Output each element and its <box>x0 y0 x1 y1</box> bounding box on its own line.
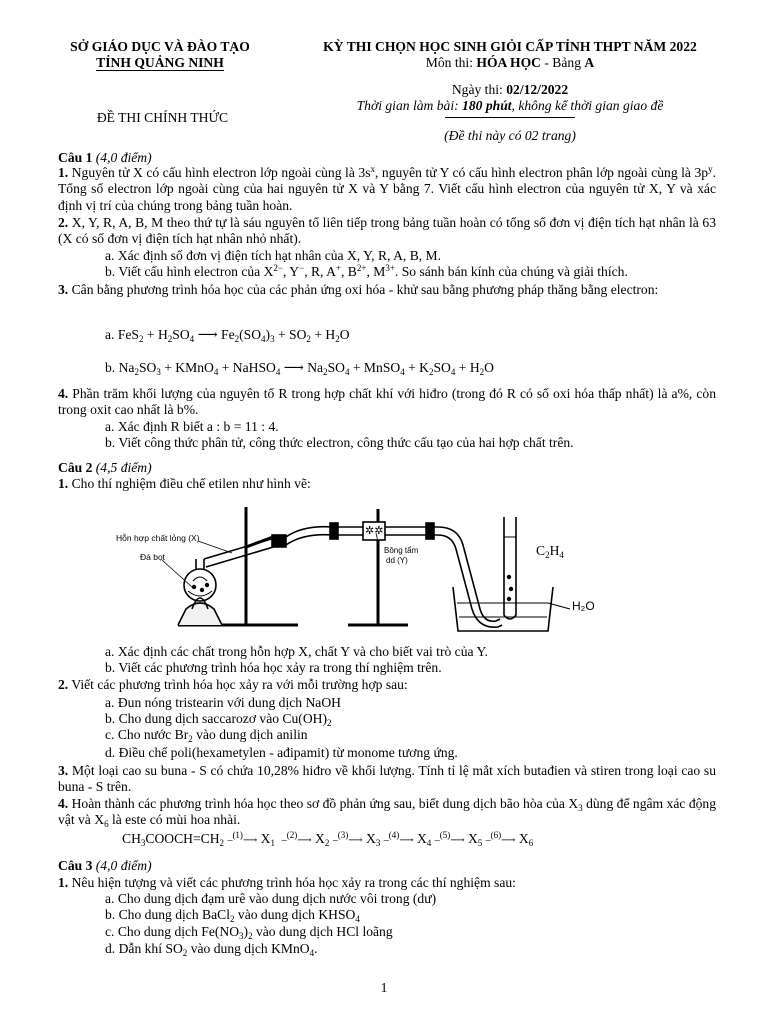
fig-label-cotton1: Bông tẩm <box>384 546 419 555</box>
q3-part1d: d. Dẫn khí $SO_2$ vào dung dịch KMnO$_4$. <box>105 941 318 958</box>
q3-part1: 1. Nêu hiện tượng và viết các phương trình hóa học xảy ra trong các thí nghiệm sau: <box>58 875 516 890</box>
q3-part1b: b. Cho dung dịch BaCl$_2$ vào dung dịch $KHSO_4$ <box>105 907 360 924</box>
q1-part4a: a. Xác định R biết a : b = 11 : 4. <box>105 419 279 434</box>
q3-part1c: c. Cho dung dịch $Fe(NO_3)_2$ vào dung dịch HCl loãng <box>105 924 393 941</box>
exam-date: Ngày thi: 02/12/2022 <box>451 82 569 97</box>
q3-part1a: a. Cho dung dịch đạm urê vào dung dịch nước vôi trong (dư) <box>105 891 437 906</box>
q2-part2c: c. Cho nước $Br_2$ vào dung dịch anilin <box>105 727 308 744</box>
fig-label-mix: Hỗn hợp chất lỏng (X) <box>116 533 200 543</box>
q1-eq-a: a. $FeS_2 + H_2SO_4$ ⟶ $Fe_2(SO_4)_3 + SO_2 + H_2O$ <box>105 327 350 344</box>
q1-eq-b: b. $Na_2SO_3$ + KMnO$_4$ + NaHSO$_4$ ⟶ $Na_2SO_4$ + MnSO$_4$ + $K_2SO_4 + H_2O$ <box>105 360 494 377</box>
q2-heading: Câu 2 (4,5 điểm) <box>58 460 152 475</box>
exam-header <box>280 39 740 144</box>
q1-part4: 4. Phần trăm khối lượng của nguyên tố R trong hợp chất khí với hiđro (trong đó R có số oxi hóa thấp nhất) là a%, còn trong oxit cao nhất là b%. <box>58 386 716 418</box>
svg-text:✲✲: ✲✲ <box>365 525 384 537</box>
official-label: ĐỀ THI CHÍNH THỨC <box>96 110 229 125</box>
page-number: 1 <box>380 980 388 995</box>
q2-part2a: a. Đun nóng tristearin với dung dịch NaOH <box>105 695 341 710</box>
q1-part2b: b. Viết cấu hình electron của $X^{2-}$, Y−, R, A+, $B^{2+}$, $M^{3+}$. So sánh bán kính của chúng và giải thích. <box>105 263 628 279</box>
ethylene-apparatus-figure <box>108 497 595 639</box>
dept-line2: TỈNH QUẢNG NINH <box>96 55 224 70</box>
q2-part2d: d. Điều chế poli(hexametylen - ađipamit) từ monome tương ứng. <box>105 745 458 760</box>
q2-part3: 3. Một loại cao su buna - S có chứa 10,28% hiđro về khối lượng. Tính tỉ lệ mắt xích butađien và stiren trong loại cao su buna - S trên. <box>58 763 717 795</box>
q2-part4: 4. Hoàn thành các phương trình hóa học theo sơ đồ phản ứng sau, biết dung dịch bão hòa của $X_3$ dùng để ngâm xác động vật và $X_6$ là este có mùi hoa nhài. <box>58 796 717 830</box>
q2-part2: 2. Viết các phương trình hóa học xảy ra với mỗi trường hợp sau: <box>58 677 408 692</box>
exam-time: Thời gian làm bài: 180 phút, không kể thời gian giao đề <box>356 98 664 113</box>
fig-label-cotton2: dd (Y) <box>386 556 408 565</box>
q1-part4b: b. Viết công thức phân tử, công thức electron, công thức cấu tạo của hai hợp chất trên. <box>105 435 574 450</box>
q2-part2b: b. Cho dung dịch saccarozơ vào $Cu(OH)_2$ <box>105 711 332 728</box>
q2-part1a: a. Xác định các chất trong hỗn hợp X, chất Y và cho biết vai trò của Y. <box>105 644 488 659</box>
fig-label-c2h4: $C_2H_4$ <box>536 543 564 560</box>
q3-heading: Câu 3 (4,0 điểm) <box>58 858 152 873</box>
q1-part2a: a. Xác định số đơn vị điện tích hạt nhân của X, Y, R, A, B, M. <box>105 248 442 263</box>
q2-reaction-scheme: $CH_3COOCH=CH_2$ –$^{(1)}$⟶ $X_1$ –$^{(2)}$⟶ $X_2$ –$^{(3)}$⟶ $X_3$ –$^{(4)}$⟶ $X_4$ –$^{(5)}$⟶ $X_5$ –$^{(6)}$⟶ $X_6$ <box>122 830 534 848</box>
exam-title: KỲ THI CHỌN HỌC SINH GIỎI CẤP TỈNH THPT NĂM 2022 <box>323 39 697 54</box>
fig-label-stone: Đá bọt <box>140 552 166 562</box>
q2-part1b: b. Viết các phương trình hóa học xảy ra trong thí nghiệm trên. <box>105 660 442 675</box>
dept-header <box>50 39 270 71</box>
fig-label-h2o: H₂O <box>572 599 595 613</box>
pages-note: (Đề thi này có 02 trang) <box>444 128 576 143</box>
dept-line1: SỞ GIÁO DỤC VÀ ĐÀO TẠO <box>70 39 250 54</box>
subject-line: Môn thi: HÓA HỌC - Bảng A <box>425 55 595 70</box>
q2-part1: 1. Cho thí nghiệm điều chế etilen như hình vẽ: <box>58 476 311 491</box>
q1-part3: 3. Cân bằng phương trình hóa học của các phản ứng oxi hóa - khử sau bằng phương pháp thăng bằng electron: <box>58 282 659 297</box>
q1-part1: 1. Nguyên tử X có cấu hình electron lớp ngoài cùng là $3s^x$, nguyên tử Y có cấu hình electron phân lớp ngoài cùng là $3p^y$. Tổng số electron lớp ngoài cùng của hai nguyên tử X và Y bằng 7. Viết cấu hình electron của nguyên tử X, Y và xác định vị trí của chúng trong bảng tuần hoàn. <box>58 164 716 213</box>
q1-heading: Câu 1 (4,0 điểm) <box>58 150 152 165</box>
q1-part2: 2. X, Y, R, A, B, M theo thứ tự là sáu nguyên tố liên tiếp trong bảng tuần hoàn có tổng số đơn vị điện tích hạt nhân là 63 (X có số đơn vị điện tích hạt nhân nhỏ nhất). <box>58 215 716 247</box>
